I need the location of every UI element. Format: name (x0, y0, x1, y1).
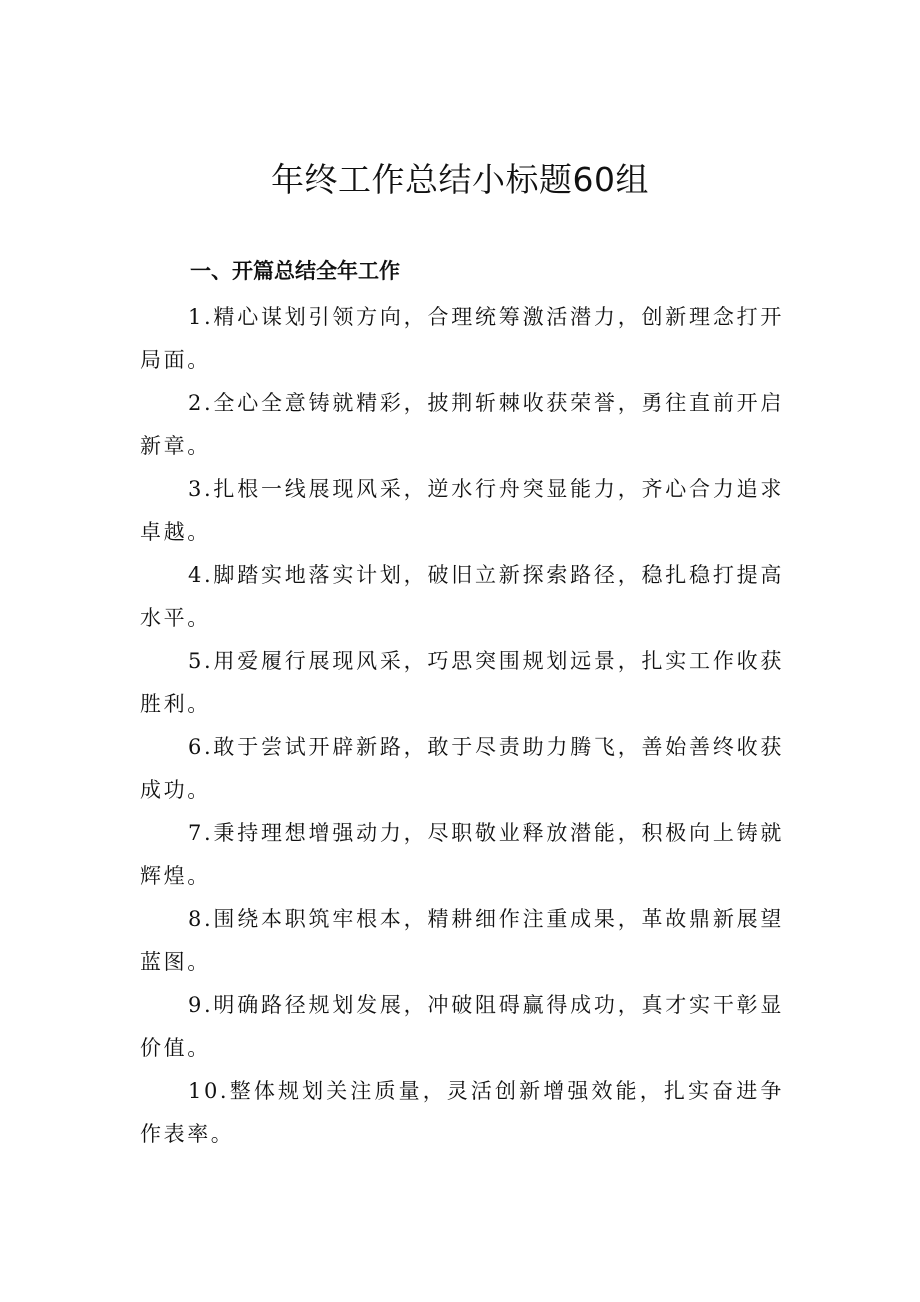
list-item: 10.整体规划关注质量，灵活创新增强效能，扎实奋进争作表率。 (140, 1079, 784, 1146)
list-item: 4.脚踏实地落实计划，破旧立新探索路径，稳扎稳打提高水平。 (140, 563, 784, 630)
list-item: 5.用爱履行展现风采，巧思突围规划远景，扎实工作收获胜利。 (140, 649, 784, 716)
page-title: 年终工作总结小标题60组 (271, 160, 649, 199)
list-item: 7.秉持理想增强动力，尽职敬业释放潜能，积极向上铸就辉煌。 (140, 821, 784, 888)
list-item: 1.精心谋划引领方向，合理统筹激活潜力，创新理念打开局面。 (140, 305, 784, 372)
list-item: 6.敢于尝试开辟新路，敢于尽责助力腾飞，善始善终收获成功。 (140, 735, 784, 802)
list-item: 2.全心全意铸就精彩，披荆斩棘收获荣誉，勇往直前开启新章。 (140, 391, 784, 458)
section-heading: 一、开篇总结全年工作 (190, 259, 400, 283)
list-item: 3.扎根一线展现风采，逆水行舟突显能力，齐心合力追求卓越。 (140, 477, 784, 544)
item-list (140, 296, 784, 1156)
list-item: 9.明确路径规划发展，冲破阻碍赢得成功，真才实干彰显价值。 (140, 993, 784, 1060)
list-item: 8.围绕本职筑牢根本，精耕细作注重成果，革故鼎新展望蓝图。 (140, 907, 784, 974)
